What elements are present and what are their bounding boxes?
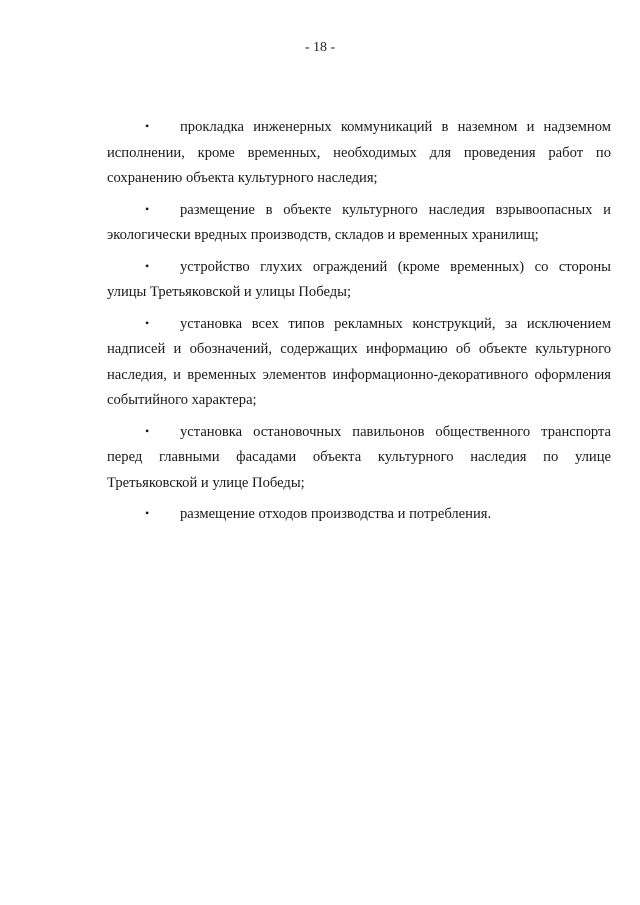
- list-item: [107, 197, 611, 249]
- bullet-icon: •: [145, 423, 150, 438]
- list-item-text: размещение в объекте культурного наследия взрывоопасных и экологически вредных производств, складов и временных хранилищ;: [107, 201, 611, 243]
- bullet-icon: •: [145, 258, 150, 273]
- restrictions-list: [107, 114, 611, 528]
- bullet-icon: •: [145, 119, 150, 133]
- list-item-text: установка всех типов рекламных конструкций, за исключением надписей и обозначений, содержащих информацию об объекте культурного наследия, и временных элементов информационно-декоративного оформления событийного характера;: [107, 315, 611, 408]
- list-item-text: установка остановочных павильонов общественного транспорта перед главными фасадами объекта культурного наследия по улице Третьяковской и улице Победы;: [107, 423, 611, 491]
- list-item-text: прокладка инженерных коммуникаций в наземном и надземном исполнении, кроме временных, необходимых для проведения работ по сохранению объекта культурного наследия;: [107, 119, 611, 186]
- list-item: [107, 311, 611, 414]
- bullet-icon: •: [145, 315, 150, 330]
- list-item: [107, 501, 611, 528]
- list-item: [107, 254, 611, 306]
- bullet-icon: •: [145, 201, 150, 216]
- bullet-icon: •: [145, 506, 150, 520]
- list-item-text: устройство глухих ограждений (кроме временных) со стороны улицы Третьяковской и улицы Победы;: [107, 258, 611, 300]
- list-item: [107, 114, 611, 192]
- list-item-text: размещение отходов производства и потребления.: [180, 506, 492, 522]
- page-number: - 18 -: [304, 40, 336, 55]
- list-item: [107, 419, 611, 497]
